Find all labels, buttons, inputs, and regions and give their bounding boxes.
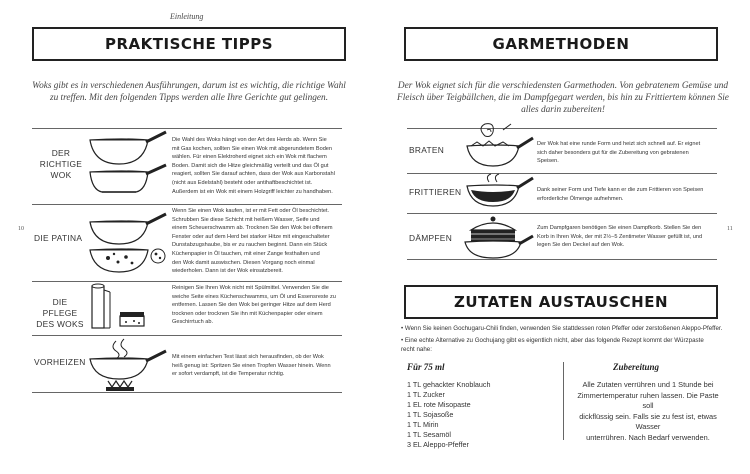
wok-round-and-flat-icon	[86, 128, 168, 202]
wok-on-flame-icon	[86, 337, 170, 393]
tip-text-patina: Wenn Sie einen Wok kaufen, ist er mit Fett oder Öl beschichtet. Schrubben Sie diese Schicht mit heißem Wasser, Seife und einem Scheuerschwamm ab. Trocknen Sie den Wok bei offenem Fenster oder auf dem Herd bei starker Hitze mit eingeschalteter Dunstabzugshaube, bis er zu rauchen beginnt. Dann ein Stück Küchenpapier in Öl tauchen, mit einer Zange festhalten und den Wok damit auswischen. Diesen Vorgang noch einmal wiederholen. Dann ist der Wok einsatzbereit.	[172, 208, 333, 275]
page-title: PRAKTISCHE TIPPS	[104, 35, 274, 53]
divider	[32, 335, 342, 336]
wok-deep-fry-icon	[463, 172, 535, 212]
tip-label-pflege: DIE PFLEGE DES WOKS	[36, 297, 84, 329]
page-number-right: 11	[727, 226, 733, 232]
running-head: Einleitung	[170, 12, 204, 21]
bullet-gochugaru: • Wenn Sie keinen Gochugaru-Chili finden, verwenden Sie stattdessen roten Pfeffer oder zerstoßenen Aleppo-Pfeffer.	[401, 325, 723, 332]
tip-text-pflege: Reinigen Sie Ihren Wok nicht mit Spülmittel. Verwenden Sie die weiche Seite eines Küchenschwamms, um Öl und Essensreste zu entfernen. Lassen Sie den Wok bei geringer Hitze auf dem Herd trocknen oder trocknen Sie ihn mit Küchenpapier oder einem Geschirrtuch ab.	[172, 285, 336, 326]
method-label-braten: BRATEN	[409, 145, 445, 155]
divider	[32, 281, 342, 282]
wok-with-sponge-icon	[86, 208, 170, 280]
wok-steamer-basket-icon	[463, 214, 535, 260]
tip-label-richtiger-wok: DER RICHTIGE WOK	[39, 148, 83, 180]
title-banner-praktische-tipps	[32, 27, 346, 61]
intro-text: Der Wok eignet sich für die verschiedensten Garmethoden. Von gebratenem Gemüse und Fleisch über Teigbällchen, die im Dampfgegart werden, bis hin zu Frittiertem können Sie alles darin zubereiten!	[397, 81, 729, 115]
title-banner-garmethoden	[404, 27, 718, 61]
tip-text-richtiger-wok: Die Wahl des Woks hängt von der Art des Herds ab. Wenn Sie mit Gas kochen, sollten Sie einen Wok mit abgerundetem Boden wählen. Für einen Elektroherd eignet sich ein Wok mit flachem Boden. Damit sich die Hitze gleichmäßig verteilt und das Öl gut reagiert, sollten Sie darauf achten, dass der Wok aus Karbonstahl (nicht aus Edelstahl) besteht oder antihaftbeschichtet ist. Außerdem ist ein Wok mit einem Holzgriff leichter zu handhaben.	[172, 137, 335, 195]
method-text-frittieren: Dank seiner Form und Tiefe kann er die zum Frittieren von Speisen erforderliche Ölmenge aufnehmen.	[537, 187, 704, 202]
intro-text: Woks gibt es in verschiedenen Ausführungen, darum ist es wichtig, die richtige Wahl zu treffen. Mit den folgenden Tipps werden alle Ihre Gerichte gut gelingen.	[32, 81, 346, 103]
page-title: GARMETHODEN	[492, 35, 630, 53]
tip-text-vorheizen: Mit einem einfachen Test lässt sich herausfinden, ob der Wok heiß genug ist: Spritzen Sie einen Tropfen Wasser hinein. Wenn er sofort verdampft, ist die Temperatur richtig.	[172, 354, 331, 378]
list-item: 1 TL Sojasoße	[407, 410, 454, 419]
method-text-braten: Der Wok hat eine runde Form und heizt sich schnell auf. Er eignet sich daher besonders gut für die Zubereitung von gebratenen Speisen.	[537, 141, 701, 165]
page-number-left: 10	[18, 226, 24, 232]
ingredient-list	[407, 380, 491, 450]
right-page	[375, 0, 750, 474]
divider	[407, 173, 717, 174]
list-item: 1 TL Sesamöl	[407, 430, 451, 439]
bullet-gochujang: • Eine echte Alternative zu Gochujang gibt es eigentlich nicht, aber das folgende Rezept kommt der Würzpaste recht nahe:	[401, 337, 704, 353]
divider	[407, 213, 717, 214]
paper-towel-and-sponge-icon	[88, 282, 152, 334]
tip-label-vorheizen: VORHEIZEN	[34, 357, 86, 367]
column-divider	[563, 362, 564, 440]
method-label-daempfen: DÄMPFEN	[409, 233, 453, 243]
list-item: 1 TL Zucker	[407, 390, 445, 399]
divider	[32, 204, 342, 205]
list-item: 3 EL Aleppo-Pfeffer	[407, 440, 469, 449]
tip-label-patina: DIE PATINA	[34, 233, 83, 243]
title-banner-zutaten-austauschen	[404, 285, 718, 319]
prep-text: Alle Zutaten verrühren und 1 Stunde bei Zimmertemperatur ruhen lassen. Die Paste soll dickflüssig sein. Falls sie zu fest ist, etwas Wasser unterrühren. Nach Bedarf verwenden.	[577, 380, 719, 442]
list-item: 1 TL gehackter Knoblauch	[407, 380, 491, 389]
yield-label: Für 75 ml	[407, 362, 445, 372]
prep-heading: Zubereitung	[613, 362, 660, 372]
list-item: 1 EL rote Misopaste	[407, 400, 471, 409]
list-item: 1 TL Mirin	[407, 420, 439, 429]
divider	[407, 259, 717, 260]
divider	[407, 128, 717, 129]
divider	[32, 392, 342, 393]
method-label-frittieren: FRITTIEREN	[409, 187, 462, 197]
section-title: ZUTATEN AUSTAUSCHEN	[453, 293, 668, 311]
wok-stir-fry-icon	[463, 122, 535, 172]
method-text-daempfen: Zum Dampfgaren benötigen Sie einen Dampfkorb. Stellen Sie den Korb in Ihren Wok, der mit 2½–5 Zentimeter Wasser gefüllt ist, und legen Sie den Deckel auf den Wok.	[537, 225, 703, 249]
divider	[32, 128, 342, 129]
